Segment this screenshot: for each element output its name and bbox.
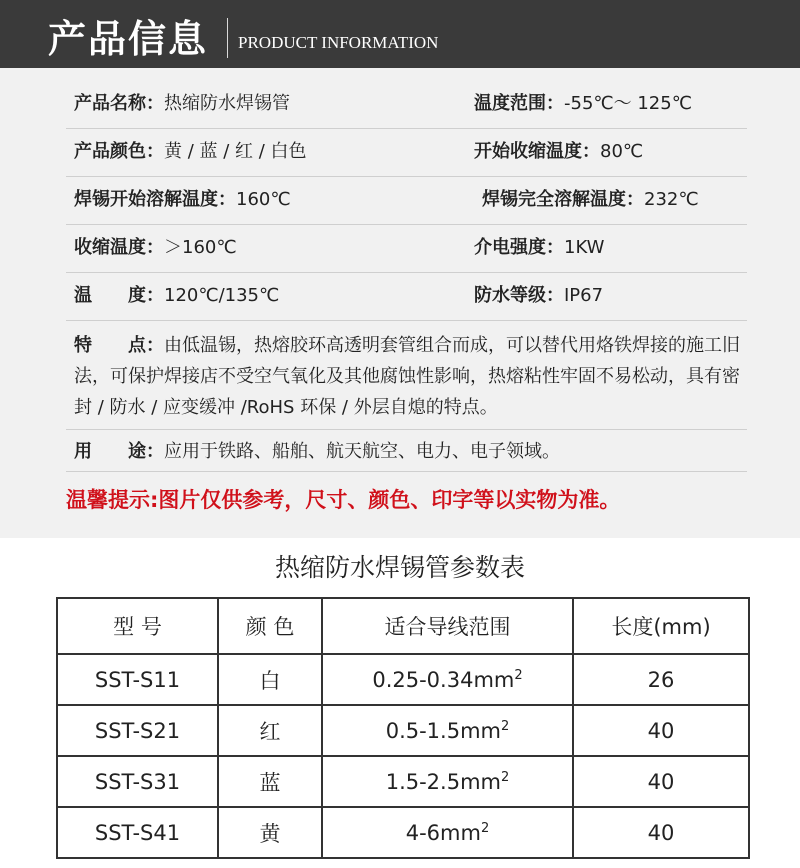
info-key: 开始收缩温度：	[474, 141, 600, 162]
range-unit-sup: 2	[501, 718, 510, 734]
cell-wire-range	[322, 705, 573, 756]
info-value: ＞160℃	[164, 237, 237, 258]
disclaimer-tip: 温馨提示:图片仅供参考，尺寸、颜色、印字等以实物为准。	[66, 488, 621, 512]
usage-paragraph	[74, 436, 754, 467]
cell-wire-range	[322, 654, 573, 705]
range-unit: mm	[460, 718, 501, 743]
page-header	[0, 0, 800, 68]
feature-key: 特 点：	[74, 335, 164, 356]
cell-color: 蓝	[218, 756, 322, 807]
cell-model: SST-S11	[57, 654, 218, 705]
spec-table	[56, 597, 750, 859]
info-key: 温度范围：	[474, 93, 564, 114]
info-value: 232℃	[644, 189, 699, 210]
range-unit-sup: 2	[501, 769, 510, 785]
cell-length: 26	[573, 654, 749, 705]
table-title: 热缩防水焊锡管参数表	[274, 553, 525, 582]
info-value: 黄 / 蓝 / 红 / 白色	[164, 141, 307, 162]
info-value: IP67	[564, 285, 604, 306]
info-cell-product-name	[74, 80, 290, 128]
table-row	[57, 654, 749, 705]
table-row	[57, 807, 749, 858]
col-header-length: 长度(mm)	[573, 598, 749, 654]
info-cell-solder-full	[482, 176, 699, 224]
info-value: -55℃～ 125℃	[564, 93, 692, 114]
info-key: 产品颜色：	[74, 141, 164, 162]
range-unit: mm	[460, 769, 501, 794]
info-cell-shrink-temp	[74, 224, 237, 272]
usage-text: 应用于铁路、船舶、航天航空、电力、电子领域。	[164, 441, 560, 462]
info-row-1	[66, 80, 747, 129]
feature-text: 由低温锡，热熔胶环高透明套管组合而成，可以替代用烙铁焊接的施工旧法，可保护焊接店不受空气氧化及其他腐蚀性影响，热熔粘性牢固不易松动，具有密封 / 防水 / 应变缓冲 /RoHS 环保 / 外层自熄的特点。	[74, 335, 740, 418]
range-unit: mm	[440, 820, 481, 845]
cell-wire-range	[322, 807, 573, 858]
cell-length: 40	[573, 756, 749, 807]
cell-color: 黄	[218, 807, 322, 858]
info-cell-shrink-start	[474, 128, 643, 176]
cell-model: SST-S31	[57, 756, 218, 807]
info-value: 热缩防水焊锡管	[164, 93, 290, 114]
info-row-4	[66, 224, 747, 273]
range-value: 4-6	[405, 820, 441, 845]
info-cell-temperature	[74, 272, 279, 320]
col-header-model: 型 号	[57, 598, 218, 654]
range-unit-sup: 2	[480, 820, 490, 836]
header-title-cn: 产品信息	[48, 17, 209, 61]
info-row-5	[66, 272, 747, 321]
cell-length: 40	[573, 705, 749, 756]
info-value: 160℃	[236, 189, 291, 210]
cell-color: 白	[218, 654, 322, 705]
info-cell-waterproof	[474, 272, 603, 320]
info-value: 1KW	[564, 237, 605, 258]
header-divider	[227, 18, 228, 58]
info-value: 120℃/135℃	[164, 285, 280, 306]
info-cell-temp-range	[474, 80, 692, 128]
range-value: 0.5-1.5	[385, 718, 461, 743]
info-key: 收缩温度：	[74, 237, 164, 258]
info-cell-dielectric	[474, 224, 604, 272]
cell-color: 红	[218, 705, 322, 756]
cell-wire-range	[322, 756, 573, 807]
info-key: 焊锡开始溶解温度：	[74, 189, 236, 210]
info-value: 80℃	[600, 141, 644, 162]
table-row	[57, 756, 749, 807]
product-info-panel	[0, 68, 800, 538]
info-cell-solder-start	[74, 176, 291, 224]
range-unit-sup: 2	[514, 667, 523, 683]
info-key: 产品名称：	[74, 93, 164, 114]
info-cell-product-color	[74, 128, 307, 176]
range-unit: mm	[473, 667, 515, 692]
info-row-3	[66, 176, 747, 225]
table-header-row	[57, 598, 749, 654]
usage-key: 用 途：	[74, 441, 164, 462]
info-key: 介电强度：	[474, 237, 564, 258]
cell-model: SST-S21	[57, 705, 218, 756]
info-key: 焊锡完全溶解温度：	[482, 189, 644, 210]
cell-model: SST-S41	[57, 807, 218, 858]
info-key: 温 度：	[74, 285, 164, 306]
info-row-2	[66, 128, 747, 177]
feature-paragraph	[74, 330, 754, 423]
table-row	[57, 705, 749, 756]
header-title-en: PRODUCT INFORMATION	[238, 33, 439, 52]
cell-length: 40	[573, 807, 749, 858]
range-value: 0.25-0.34	[372, 667, 474, 692]
info-key: 防水等级：	[474, 285, 564, 306]
col-header-wire-range: 适合导线范围	[322, 598, 573, 654]
range-value: 1.5-2.5	[385, 769, 461, 794]
col-header-color: 颜 色	[218, 598, 322, 654]
